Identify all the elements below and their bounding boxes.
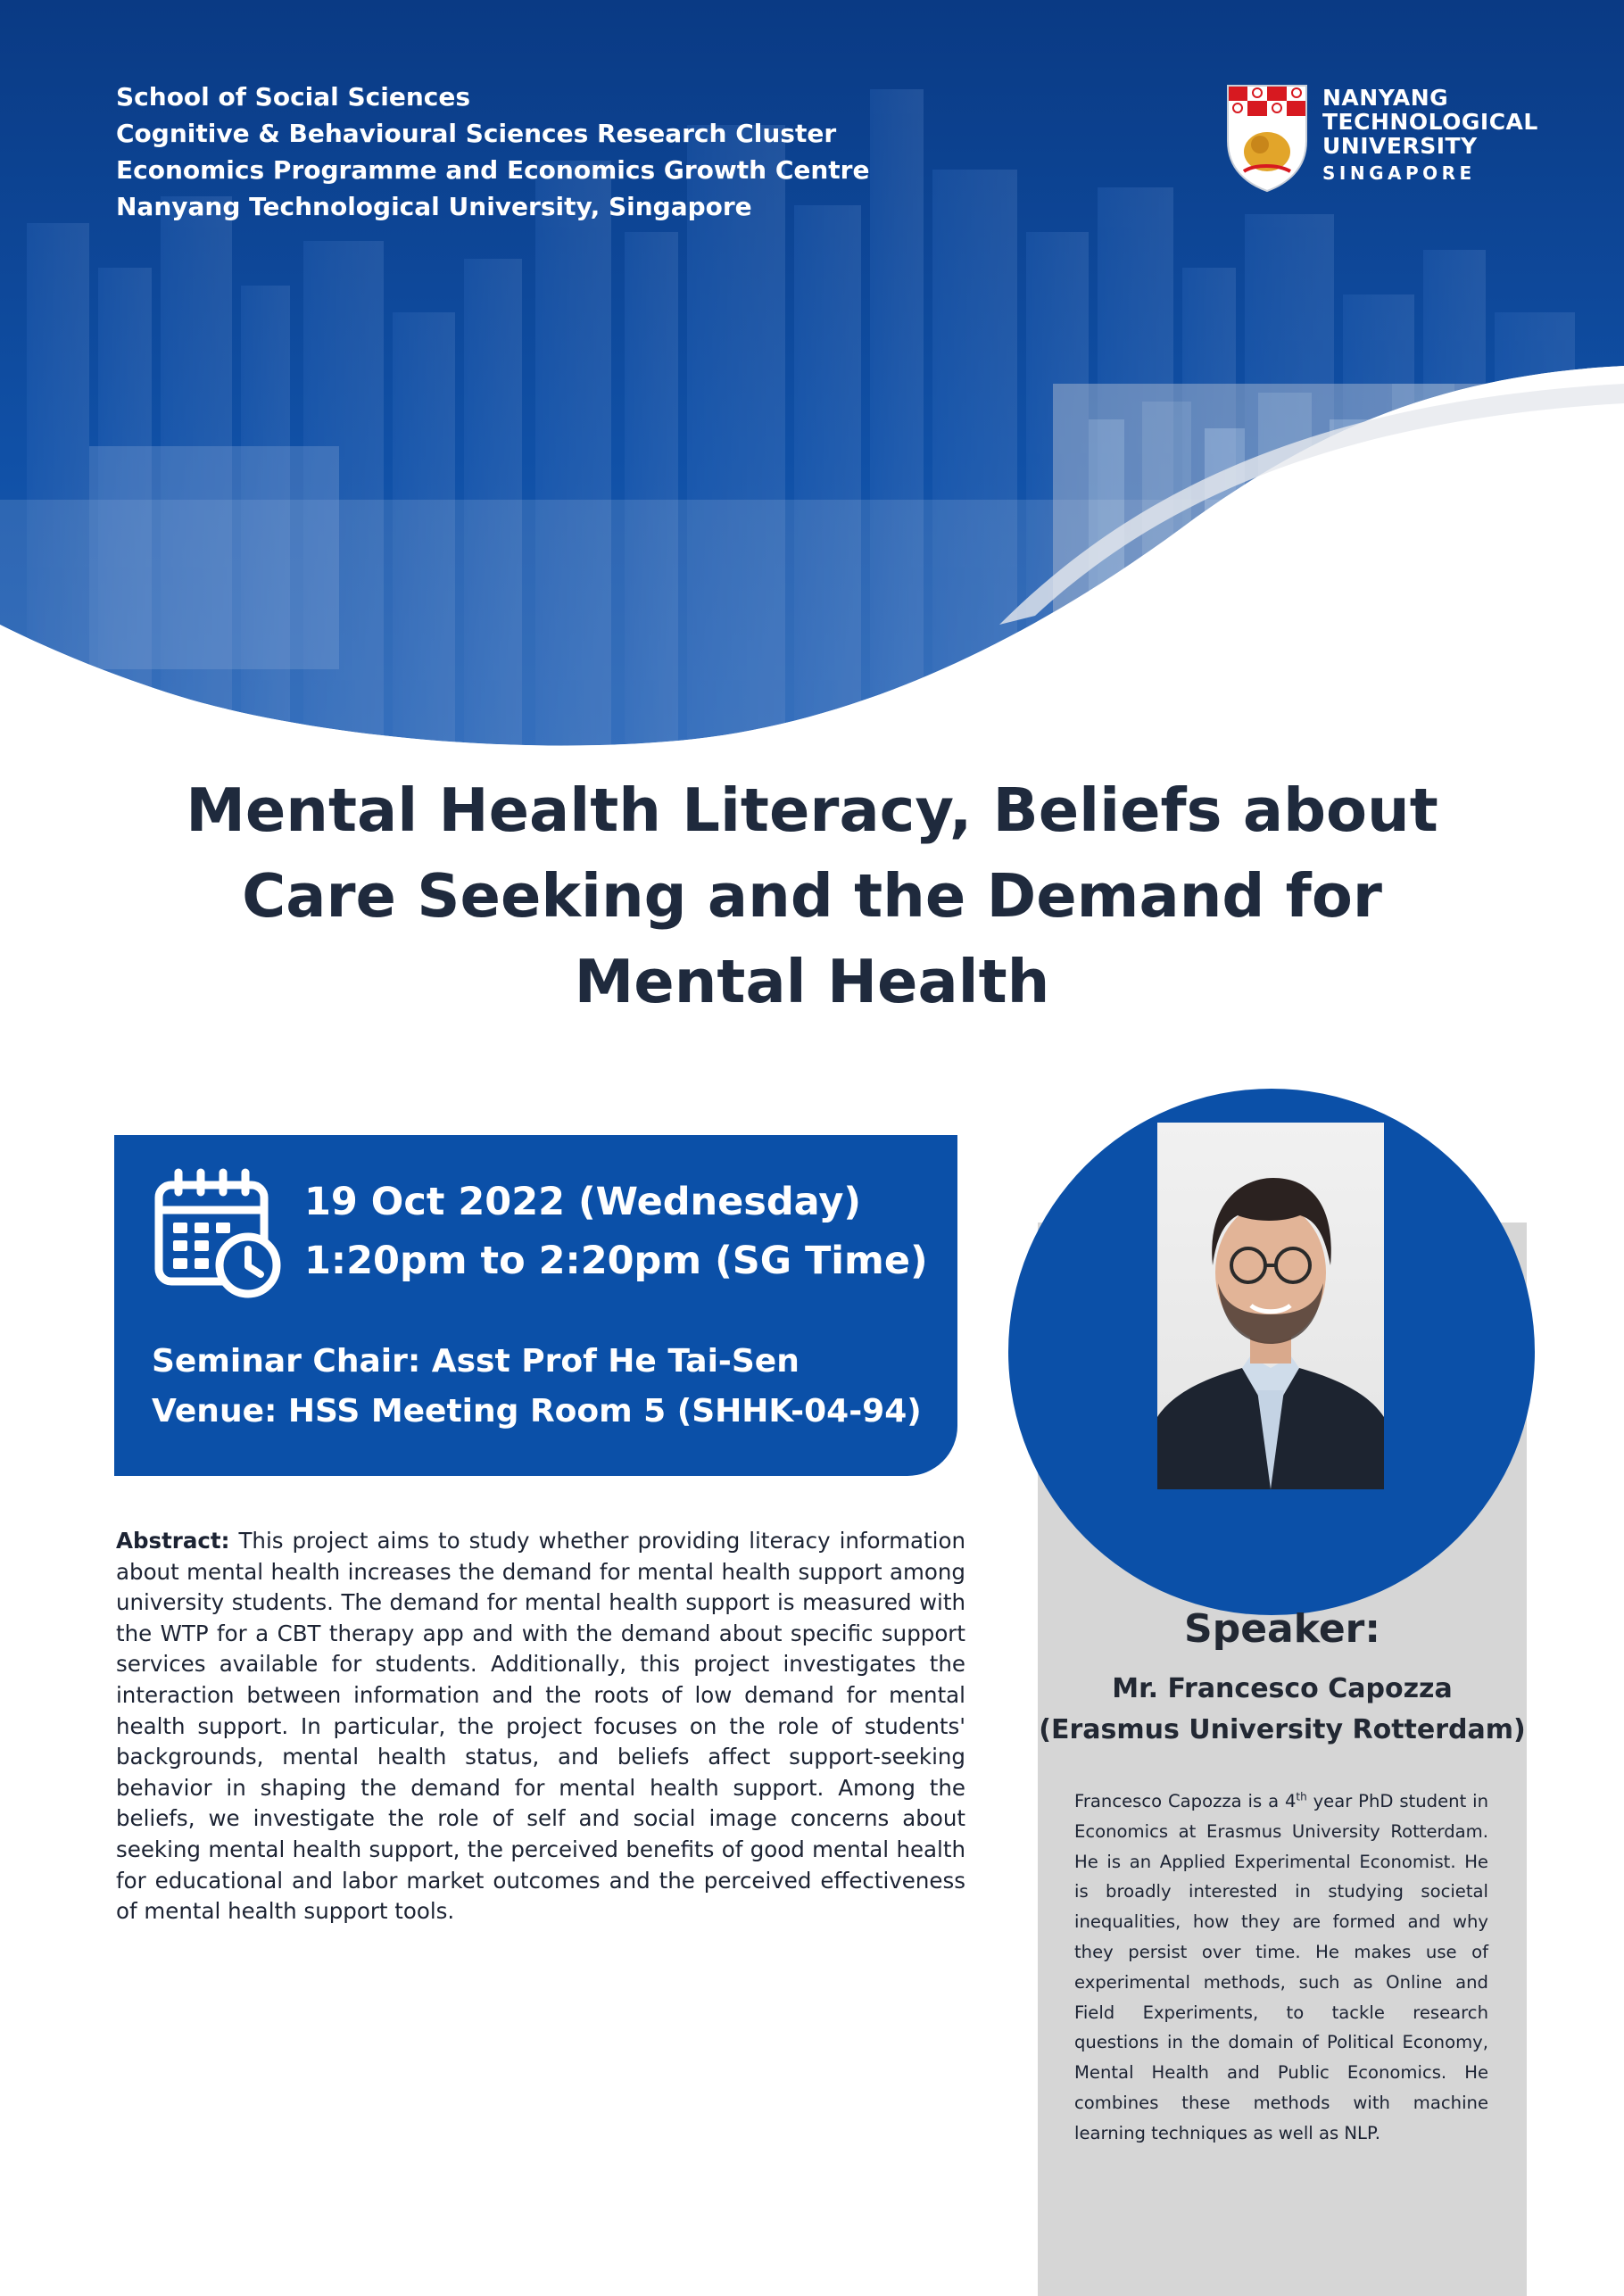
speaker-name: Mr. Francesco Capozza [1112,1673,1453,1704]
bio-part-2: year PhD student in Economics at Erasmus University Rotterdam. He is an Applied Experimental Economist. He is broadly interested in studying societal inequalities, how they are formed and why they persist over time. He makes use of experimental methods, such as Online and Field Experiments, to tackle research questions in the domain of Political Economy, Mental Health and Public Economics. He combines these methods with machine learning techniques as well as NLP. [1074,1791,1488,2143]
speaker-bio [1074,1786,1488,2149]
logo-line-4: SINGAPORE [1322,162,1476,184]
speaker-photo [1157,1123,1384,1489]
ntu-logo-text [1322,86,1538,188]
bio-superscript: th [1296,1790,1307,1803]
logo-line-3: UNIVERSITY [1322,133,1478,159]
logo-line-1: NANYANG [1322,85,1449,111]
calendar-clock-icon [152,1165,286,1299]
dept-line-2: Cognitive & Behavioural Sciences Research Cluster [116,119,837,148]
department-lines [116,79,869,225]
event-time: 1:20pm to 2:20pm (SG Time) [304,1239,928,1283]
ntu-shield-icon [1224,82,1310,193]
event-date: 19 Oct 2022 (Wednesday) [304,1180,862,1224]
chair-venue-lines [152,1337,922,1437]
dept-line-1: School of Social Sciences [116,82,471,112]
logo-line-2: TECHNOLOGICAL [1322,109,1538,135]
venue: Venue: HSS Meeting Room 5 (SHHK-04-94) [152,1393,922,1430]
bio-part-1: Francesco Capozza is a 4 [1074,1791,1297,1811]
abstract-label: Abstract: [116,1528,230,1554]
abstract-body: This project aims to study whether providing literacy information about mental health increases the demand for mental health support among university students. The demand for mental health support is measured with the WTP for a CBT therapy app and with the demand about specific support services available for students. Additionally, this project investigates the interaction between information and the roots of low demand for mental health support. In particular, the project focuses on the role of students' backgrounds, mental health status, and beliefs affect support-seeking behavior in shaping the demand for mental health support. Among the beliefs, we investigate the role of self and social image concerns about seeking mental health support, the perceived benefits of good mental health for educational and labor market outcomes and the perceived effectiveness of mental health support tools. [116,1528,965,1925]
seminar-chair: Seminar Chair: Asst Prof He Tai-Sen [152,1343,800,1380]
date-time-lines [304,1173,928,1290]
speaker-heading: Speaker: [1184,1606,1380,1652]
title-line-1: Mental Health Literacy, Beliefs about [186,775,1438,845]
speaker-affiliation: (Erasmus University Rotterdam) [1039,1714,1526,1745]
title-line-2: Care Seeking and the Demand for [242,861,1382,931]
seminar-title [89,767,1535,1024]
event-details-box [114,1135,957,1476]
title-line-3: Mental Health [574,947,1050,1016]
dept-line-3: Economics Programme and Economics Growth Centre [116,155,870,185]
abstract-text [116,1526,965,1927]
ntu-logo [1224,82,1537,198]
dept-line-4: Nanyang Technological University, Singapore [116,192,752,221]
